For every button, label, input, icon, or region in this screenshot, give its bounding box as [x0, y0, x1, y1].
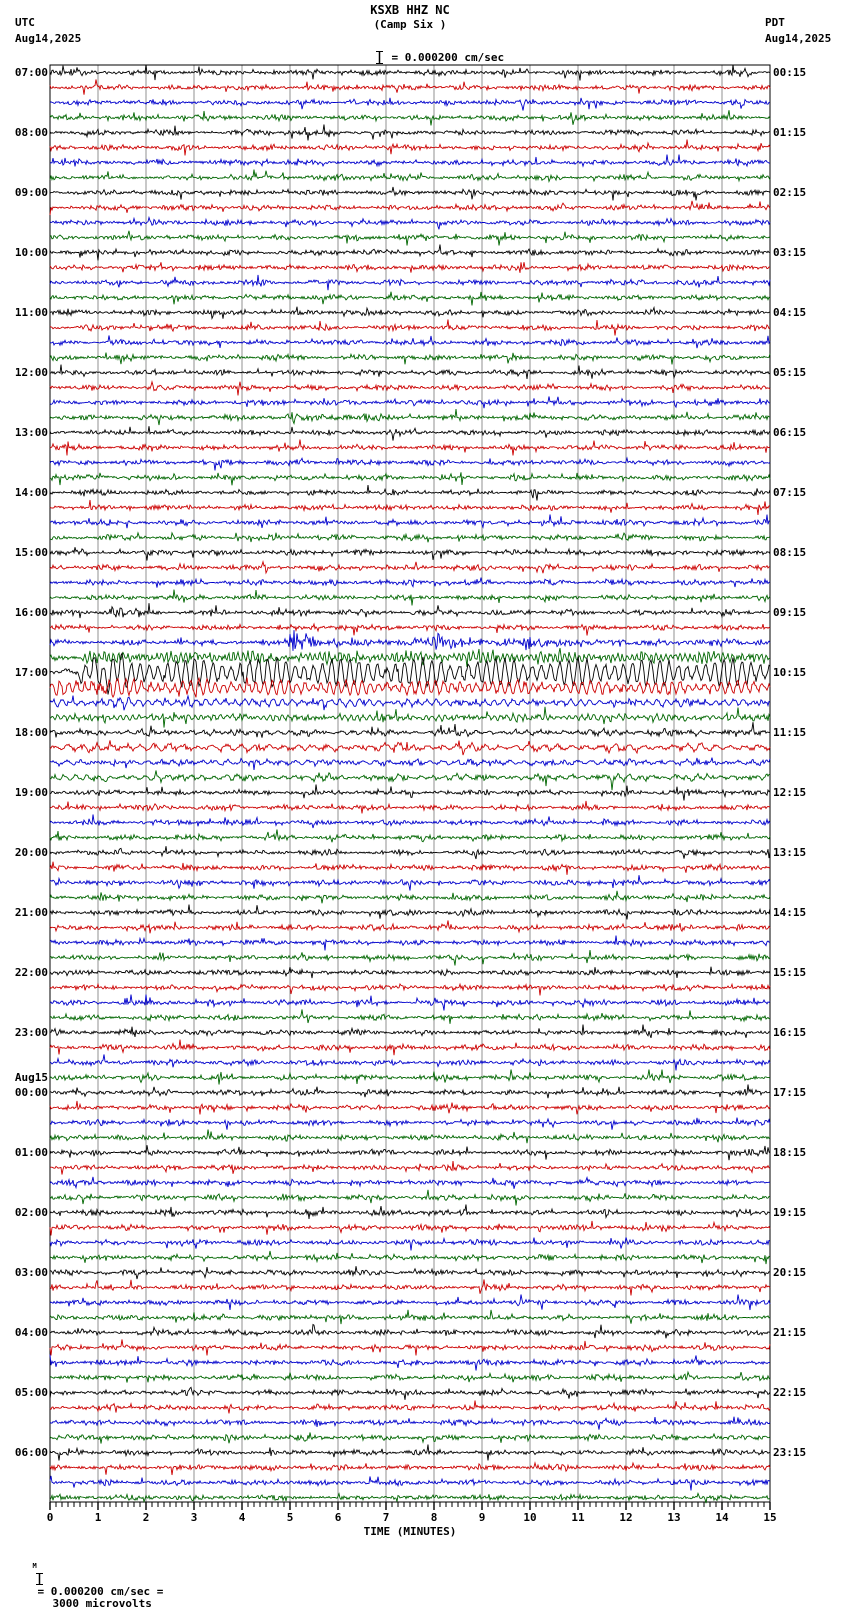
seismogram-trace-row	[50, 936, 770, 951]
seismogram-trace-row	[50, 722, 770, 738]
seismogram-trace-row	[50, 624, 770, 636]
seismogram-trace-row	[50, 426, 770, 440]
scale-bar-icon	[375, 50, 384, 65]
seismogram-trace-row	[50, 409, 770, 425]
pdt-hour-label: 21:15	[773, 1325, 807, 1339]
seismogram-trace-row	[50, 707, 770, 728]
seismogram-trace-row	[50, 382, 770, 396]
utc-hour-label: 02:00	[14, 1205, 48, 1219]
seismogram-trace-row	[50, 1040, 770, 1056]
footer-scale-note	[6, 1548, 164, 1610]
seismogram-trace-row	[50, 155, 770, 167]
seismogram-trace-row	[50, 984, 770, 996]
pdt-hour-label: 18:15	[773, 1145, 807, 1159]
seismogram-trace-row	[50, 740, 770, 755]
seismogram-trace-row	[50, 440, 770, 456]
seismogram-trace-row	[50, 307, 770, 319]
seismogram-trace-row	[50, 1463, 770, 1475]
utc-hour-label: 01:00	[14, 1145, 48, 1159]
x-axis-tick-label: 9	[478, 1511, 486, 1524]
pdt-column-header: PDT	[765, 16, 785, 29]
utc-hour-label: 05:00	[14, 1385, 48, 1399]
seismogram-trace-row	[50, 995, 770, 1011]
x-axis-tick-label: 7	[382, 1511, 390, 1524]
x-axis-tick-label: 6	[334, 1511, 342, 1524]
seismogram-trace-row	[50, 1025, 770, 1038]
pdt-hour-label: 19:15	[773, 1205, 807, 1219]
seismogram-trace-row	[50, 140, 770, 156]
utc-hour-label: 08:00	[14, 125, 48, 139]
seismogram-trace-row	[50, 1161, 770, 1174]
pdt-hour-label: 23:15	[773, 1445, 807, 1459]
seismogram-trace-row	[50, 275, 770, 290]
seismogram-trace-row	[50, 1372, 770, 1383]
seismogram-trace-row	[50, 1070, 770, 1085]
utc-hour-label: 20:00	[14, 845, 48, 859]
x-axis-tick-label: 1	[94, 1511, 102, 1524]
seismogram-trace-row	[50, 921, 770, 934]
seismogram-trace-row	[50, 815, 770, 829]
footer-prefix: M	[32, 1562, 37, 1570]
seismogram-trace-row	[50, 1118, 770, 1130]
amplitude-scale	[348, 38, 504, 77]
utc-hour-label: 10:00	[14, 245, 48, 259]
seismogram-trace-row	[50, 1401, 770, 1414]
utc-hour-label: 17:00	[14, 665, 48, 679]
seismogram-trace-row	[50, 875, 770, 890]
x-axis-tick-label: 12	[619, 1511, 633, 1524]
pdt-hour-label: 10:15	[773, 665, 807, 679]
seismogram-trace-row	[50, 758, 770, 770]
utc-hour-label: 06:00	[14, 1445, 48, 1459]
utc-hour-label: 22:00	[14, 965, 48, 979]
seismogram-trace-row	[50, 648, 770, 667]
x-axis-tick-label: 11	[571, 1511, 585, 1524]
x-axis-tick-label: 0	[46, 1511, 54, 1524]
seismogram-trace-row	[50, 785, 770, 801]
seismogram-trace-row	[50, 1387, 770, 1399]
utc-hour-label: 19:00	[14, 785, 48, 799]
footer-microvolts: 3000 microvolts	[52, 1597, 152, 1610]
utc-hour-label: 04:00	[14, 1325, 48, 1339]
pdt-hour-label: 03:15	[773, 245, 807, 259]
seismogram-trace-row	[50, 801, 770, 814]
amplitude-scale-label: = 0.000200 cm/sec	[391, 50, 505, 64]
seismogram-trace-row	[50, 485, 770, 501]
pdt-hour-label: 16:15	[773, 1025, 807, 1039]
utc-hour-label: 11:00	[14, 305, 48, 319]
seismogram-trace-row	[50, 80, 770, 95]
seismogram-trace-row	[50, 846, 770, 859]
utc-hour-label: 15:00	[14, 545, 48, 559]
seismogram-trace-row	[50, 353, 770, 365]
seismogram-trace-row	[50, 905, 770, 920]
utc-hour-label: 21:00	[14, 905, 48, 919]
seismogram-trace-row	[50, 1130, 770, 1144]
seismogram-trace-row	[50, 292, 770, 306]
pdt-hour-label: 11:15	[773, 725, 807, 739]
pdt-hour-label: 13:15	[773, 845, 807, 859]
seismogram-trace-row	[50, 201, 770, 215]
seismogram-trace-row	[50, 515, 770, 529]
x-axis-tick-label: 13	[667, 1511, 681, 1524]
station-title: KSXB HHZ NC	[370, 3, 450, 17]
seismogram-trace-row	[50, 1417, 770, 1430]
seismogram-trace-row	[50, 110, 770, 125]
seismogram-trace-row	[50, 1205, 770, 1220]
seismogram-trace-row	[50, 187, 770, 201]
seismogram-trace-row	[50, 547, 770, 560]
pdt-hour-label: 06:15	[773, 425, 807, 439]
pdt-hour-label: 07:15	[773, 485, 807, 499]
utc-hour-label: 00:00	[14, 1085, 48, 1099]
seismogram-trace-row	[50, 170, 770, 182]
seismogram-trace-row	[50, 1310, 770, 1324]
seismogram-trace-row	[50, 967, 770, 978]
utc-date: Aug14,2025	[15, 32, 82, 45]
x-axis-tick-label: 2	[142, 1511, 150, 1524]
pdt-hour-label: 14:15	[773, 905, 807, 919]
seismogram-trace-row	[50, 98, 770, 111]
site-name: (Camp Six )	[373, 18, 447, 31]
utc-hour-label: 07:00	[14, 65, 48, 79]
x-axis-tick-label: 8	[430, 1511, 438, 1524]
seismogram-trace-row	[50, 397, 770, 409]
utc-hour-label: 16:00	[14, 605, 48, 619]
x-axis-tick-label: 10	[523, 1511, 537, 1524]
seismogram-trace-row	[50, 771, 770, 791]
seismogram-trace-row	[50, 218, 770, 230]
seismogram-trace-row	[50, 320, 770, 336]
scale-bar-icon-footer	[35, 1572, 44, 1586]
seismogram-trace-row	[50, 458, 770, 470]
seismogram-trace-row	[50, 1055, 770, 1071]
pdt-hour-label: 00:15	[773, 65, 807, 79]
seismogram-trace-row	[50, 1340, 770, 1356]
utc-hour-label: 03:00	[14, 1265, 48, 1279]
x-axis-tick-label: 5	[286, 1511, 294, 1524]
utc-hour-label: 13:00	[14, 425, 48, 439]
pdt-hour-label: 08:15	[773, 545, 807, 559]
seismogram-trace-row	[50, 1295, 770, 1311]
seismogram-trace-row	[50, 533, 770, 543]
seismogram-trace-row	[50, 1432, 770, 1443]
seismogram-trace-row	[50, 125, 770, 141]
footer-scale-label: = 0.000200 cm/sec =	[37, 1585, 164, 1598]
seismogram-trace-row	[50, 365, 770, 379]
x-axis-tick-label: 4	[238, 1511, 246, 1524]
pdt-hour-label: 02:15	[773, 185, 807, 199]
seismogram-trace-row	[50, 245, 770, 261]
seismogram-trace-row	[50, 590, 770, 606]
x-axis-tick-label: 3	[190, 1511, 198, 1524]
seismogram-trace-row	[50, 830, 770, 843]
seismogram-trace-row	[50, 336, 770, 349]
utc-hour-label: 18:00	[14, 725, 48, 739]
utc-column-header: UTC	[15, 16, 35, 29]
seismogram-trace-row	[50, 1190, 770, 1206]
seismogram-trace-row	[50, 500, 770, 515]
pdt-hour-label: 20:15	[773, 1265, 807, 1279]
pdt-hour-label: 09:15	[773, 605, 807, 619]
seismogram-trace-row	[50, 1010, 770, 1024]
seismogram-trace-row	[50, 1085, 770, 1099]
seismogram-trace-row	[50, 1177, 770, 1189]
pdt-hour-label: 15:15	[773, 965, 807, 979]
seismogram-trace-row	[50, 1355, 770, 1371]
seismogram-trace-row	[50, 1237, 770, 1250]
seismogram-trace-row	[50, 262, 770, 273]
seismogram-trace-row	[50, 1280, 770, 1296]
seismogram-trace-row	[50, 1325, 770, 1339]
pdt-hour-label: 01:15	[773, 125, 807, 139]
pdt-hour-label: 05:15	[773, 365, 807, 379]
seismogram-trace-row	[50, 1221, 770, 1236]
seismogram-trace-row	[50, 1476, 770, 1491]
seismogram-trace-row	[50, 630, 770, 651]
x-axis-tick-label: 14	[715, 1511, 729, 1524]
pdt-hour-label: 04:15	[773, 305, 807, 319]
utc-hour-label: 23:00	[14, 1025, 48, 1039]
seismogram-trace-row	[50, 1445, 770, 1461]
seismogram-trace-row	[50, 696, 770, 711]
seismogram-trace-row	[50, 578, 770, 588]
seismogram-trace-row	[50, 1101, 770, 1115]
seismogram-trace-row	[50, 231, 770, 246]
x-axis-tick-label: 15	[763, 1511, 777, 1524]
seismogram-trace-row	[50, 562, 770, 574]
seismogram-trace-row	[50, 1145, 770, 1160]
utc-hour-label: 09:00	[14, 185, 48, 199]
pdt-hour-label: 22:15	[773, 1385, 807, 1399]
utc-date-marker: Aug15	[14, 1070, 48, 1084]
seismogram-trace-row	[50, 862, 770, 875]
seismogram-trace-row	[50, 891, 770, 904]
pdt-hour-label: 12:15	[773, 785, 807, 799]
x-axis-title: TIME (MINUTES)	[363, 1525, 457, 1538]
utc-hour-label: 12:00	[14, 365, 48, 379]
seismogram-trace-row	[50, 472, 770, 485]
seismogram-trace-row	[50, 1251, 770, 1264]
seismogram-trace-row	[50, 1266, 770, 1279]
pdt-date: Aug14,2025	[765, 32, 832, 45]
seismogram-trace-row	[50, 603, 770, 618]
utc-hour-label: 14:00	[14, 485, 48, 499]
pdt-hour-label: 17:15	[773, 1085, 807, 1099]
seismogram-trace-row	[50, 950, 770, 965]
